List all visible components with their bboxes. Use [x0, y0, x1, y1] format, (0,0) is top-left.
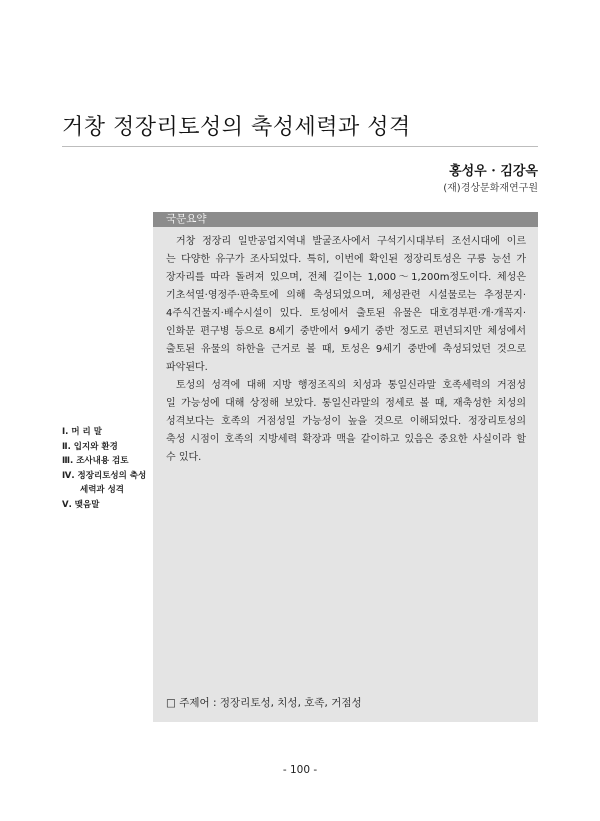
table-of-contents: [62, 425, 146, 513]
keywords: □ 주제어 : 정장리토성, 치성, 호족, 거점성: [166, 697, 362, 709]
toc-item-continuation: 세력과 성격: [80, 485, 125, 496]
text-line: 수 있다.: [166, 452, 202, 463]
toc-item: Ⅰ. 머 리 말: [62, 427, 102, 437]
abstract-paragraph: [166, 233, 526, 377]
authors: 홍성우 · 김강옥: [449, 164, 538, 179]
text-line: 기초석열·영정주·판축토에 의해 축성되었으며, 체성관련 시설물로는 추정문지·: [166, 290, 526, 301]
text-line: 일 가능성에 대해 상정해 보았다. 통일신라말의 정세로 볼 때, 재축성한 치성의: [166, 398, 526, 409]
text-line: 축성 시점이 호족의 지방세력 확장과 맥을 같이하고 있음은 중요한 사실이라 할: [166, 434, 526, 445]
toc-item: Ⅲ. 조사내용 검토: [62, 456, 129, 467]
text-line: 는 다양한 유구가 조사되었다. 특히, 이번에 확인된 정장리토성은 구릉 능선 가: [166, 254, 526, 265]
text-line: 장자리를 따라 돌려져 있으며, 전체 길이는 1,000～1,200m정도이다. 체성은: [166, 272, 526, 283]
toc-item: Ⅴ. 맺음말: [62, 499, 100, 510]
text-line: 토성의 성격에 대해 지방 행정조직의 치성과 통일신라말 호족세력의 거점성: [176, 380, 526, 391]
text-line: 출토된 유물의 하한을 근거로 볼 때, 토성은 9세기 중반에 축성되었던 것으로: [166, 344, 526, 355]
text-line: 성격보다는 호족의 거점성일 가능성이 높을 것으로 이해되었다. 정장리토성의: [166, 416, 526, 427]
text-line: 거창 정장리 일반공업지역내 발굴조사에서 구석기시대부터 조선시대에 이르: [176, 236, 526, 247]
abstract-paragraph: [166, 377, 526, 467]
affiliation: (재)경상문화재연구원: [443, 183, 538, 194]
abstract-body: [166, 233, 526, 467]
abstract-box: [153, 212, 538, 722]
toc-item: Ⅳ. 정장리토성의 축성: [62, 470, 147, 481]
abstract-heading: 국문요약: [153, 212, 538, 227]
text-line: 4주식건물지·배수시설이 있다. 토성에서 출토된 유물은 대호경부편·개·개꼭지·: [166, 308, 526, 319]
page-number: - 100 -: [282, 764, 318, 776]
text-line: 인화문 편구병 등으로 8세기 중반에서 9세기 중반 정도로 편년되지만 체성에서: [166, 326, 526, 337]
paper-title: 거창 정장리토성의 축성세력과 성격: [62, 115, 411, 140]
toc-item: Ⅱ. 입지와 환경: [62, 441, 118, 452]
title-divider: [62, 146, 538, 147]
text-line: 파악된다.: [166, 362, 208, 373]
